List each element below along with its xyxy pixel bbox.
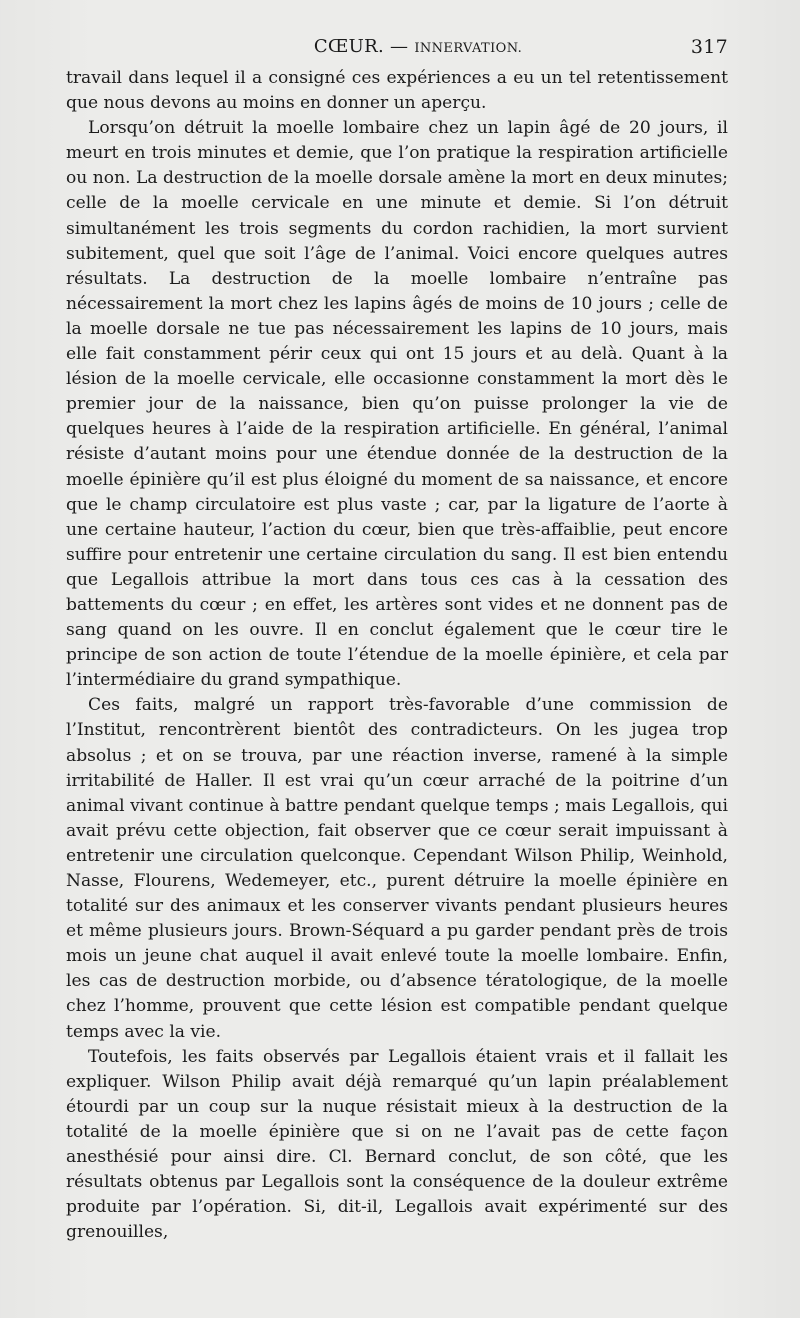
page-number: 317: [690, 36, 728, 58]
paragraph-contradictors: Ces faits, malgré un rapport très-favorable d’une commission de l’Institut, rencontrèrent bientôt des contradicteurs. On les jugea trop absolus ; et on se trouva, par une réaction inverse, ramené à la simple irritabilité de Haller. Il est vrai qu’un cœur arraché de la poitrine d’un animal vivant continue à battre pendant quelque temps ; mais Legallois, qui avait prévu cette objection, fait observer que ce cœur serait impuissant à entretenir une circulation quelconque. Cependant Wilson Philip, Weinhold, Nasse, Flourens, Wedemeyer, etc., purent détruire la moelle épinière en totalité sur des animaux et les conserver vivants pendant plusieurs heures et même plusieurs jours. Brown-Séquard a pu garder pendant près de trois mois un jeune chat auquel il avait enlevé toute la moelle lombaire. Enfin, les cas de destruction morbide, ou d’absence tératologique, de la moelle chez l’homme, prouvent que cette lésion est compatible pendant quelque temps avec la vie.: [66, 695, 728, 1042]
paragraph-continued: travail dans lequel il a consigné ces expériences a eu un tel retentissement que nous devons au moins en donner un aperçu.: [66, 68, 728, 114]
running-head: [272, 30, 522, 66]
section-title: INNERVATION.: [414, 41, 523, 56]
running-title: CŒUR.: [313, 36, 384, 57]
body-text: [66, 66, 728, 1245]
paragraph-legallois-experiments: Lorsqu’on détruit la moelle lombaire chez un lapin âgé de 20 jours, il meurt en trois minutes et demie, que l’on pratique la respiration artificielle ou non. La destruction de la moelle dorsale amène la mort en deux minutes; celle de la moelle cervicale en une minute et demie. Si l’on détruit simultanément les trois segments du cordon rachidien, la mort survient subitement, quel que soit l’âge de l’animal. Voici encore quelques autres résultats. La destruction de la moelle lombaire n’entraîne pas nécessairement la mort chez les lapins âgés de moins de 10 jours ; celle de la moelle dorsale ne tue pas nécessairement les lapins de 10 jours, mais elle fait constamment périr ceux qui ont 15 jours et au delà. Quant à la lésion de la moelle cervicale, elle occasionne constamment la mort dès le premier jour de la naissance, bien qu’on puisse prolonger la vie de quelques heures à l’aide de la respiration artificielle. En général, l’animal résiste d’autant moins pour une étendue donnée de la destruction de la moelle épinière qu’il est plus éloigné du moment de sa naissance, et encore que le champ circulatoire est plus vaste ; car, par la ligature de l’aorte à une certaine hauteur, l’action du cœur, bien que très-affaiblie, peut encore suffire pour entretenir une certaine circulation du sang. Il est bien entendu que Legallois attribue la mort dans tous ces cas à la cessation des battements du cœur ; en effet, les artères sont vides et ne donnent pas de sang quand on les ouvre. Il en conclut également que le cœur tire le principe de son action de toute l’étendue de la moelle épinière, et cela par l’intermédiaire du grand sympathique.: [66, 118, 728, 691]
header-separator: —: [384, 36, 415, 57]
paragraph-explanation: Toutefois, les faits observés par Legallois étaient vrais et il fallait les expliquer. Wilson Philip avait déjà remarqué qu’un lapin préalablement étourdi par un coup sur la nuque résistait mieux à la destruction de la totalité de la moelle épinière que si on ne l’avait pas de cette façon anesthésié pour ainsi dire. Cl. Bernard conclut, de son côté, que les résultats obtenus par Legallois sont la conséquence de la douleur extrême produite par l’opération. Si, dit-il, Legallois avait expérimenté sur des grenouilles,: [66, 1046, 728, 1243]
page-header: [66, 30, 728, 64]
